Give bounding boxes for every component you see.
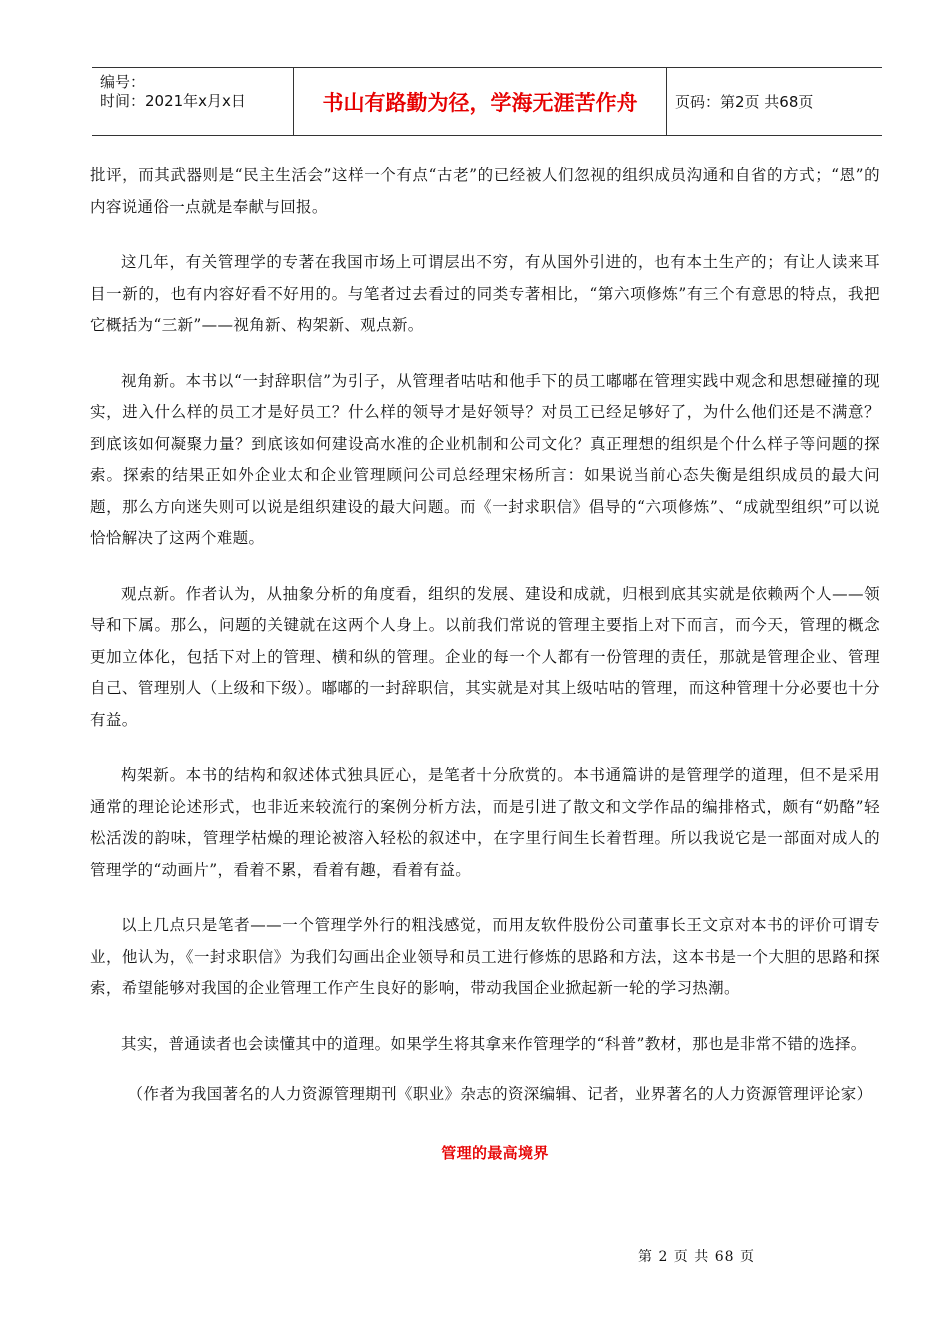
header-number-label: 编号： — [100, 73, 146, 91]
paragraph-viewpoint: 观点新。作者认为，从抽象分析的角度看，组织的发展、建设和成就，归根到底其实就是依赖两个人——领导和下属。那么，问题的关键就在这两个人身上。以前我们常说的管理主要指上对下而言，而今天，管理的概念更加立体化，包括下对上的管理、横和纵的管理。企业的每一个人都有一份管理的责任，那就是管理企业、管理自己、管理别人（上级和下级）。嘟嘟的一封辞职信，其实就是对其上级咕咕的管理，而这种管理十分必要也十分有益。 — [90, 584, 880, 729]
header-time-label: 时间：2021年x月x日 — [100, 92, 246, 110]
paragraph-summary: 以上几点只是笔者——一个管理学外行的粗浅感觉，而用友软件股份公司董事长王文京对本书的评价可谓专业，他认为，《一封求职信》为我们勾画出企业领导和员工进行修炼的思路和方法，这本书是一个大胆的思路和探索，希望能够对我国的企业管理工作产生良好的影响，带动我国企业掀起新一轮的学习热潮。 — [90, 916, 880, 997]
page-footer: 第 2 页 共 68 页 — [638, 1249, 755, 1265]
document-header — [92, 67, 882, 136]
document-body — [90, 160, 880, 1170]
author-byline: （作者为我国著名的人力资源管理期刊《职业》杂志的资深编辑、记者，业界著名的人力资源管理评论家） — [127, 1085, 873, 1103]
section-heading: 管理的最高境界 — [441, 1144, 549, 1162]
paragraph-structure: 构架新。本书的结构和叙述体式独具匠心，是笔者十分欣赏的。本书通篇讲的是管理学的道理，但不是采用通常的理论论述形式，也非近来较流行的案例分析方法，而是引进了散文和文学作品的编排格式，颇有“奶酪”轻松活泼的韵味，管理学枯燥的理论被溶入轻松的叙述中，在字里行间生长着哲理。所以我说它是一部面对成人的管理学的“动画片”，看着不累，看着有趣，看着有益。 — [90, 766, 880, 879]
header-meta — [92, 68, 294, 135]
paragraph-perspective: 视角新。本书以“一封辞职信”为引子，从管理者咕咕和他手下的员工嘟嘟在管理实践中观念和思想碰撞的现实，进入什么样的员工才是好员工？什么样的领导才是好领导？对员工已经足够好了，为什么他们还是不满意？到底该如何凝聚力量？到底该如何建设高水准的企业机制和公司文化？真正理想的组织是个什么样子等问题的探索。探索的结果正如外企业太和企业管理顾问公司总经理宋杨所言：如果说当前心态失衡是组织成员的最大问题，那么方向迷失则可以说是组织建设的最大问题。而《一封求职信》倡导的“六项修炼”、“成就型组织”可以说恰恰解决了这两个难题。 — [90, 371, 880, 547]
paragraph-intro: 这几年，有关管理学的专著在我国市场上可谓层出不穷，有从国外引进的，也有本土生产的；有让人读来耳目一新的，也有内容好看不好用的。与笔者过去看过的同类专著相比，“第六项修炼”有三个有意思的特点，我把它概括为“三新”——视角新、构架新、观点新。 — [90, 253, 880, 334]
paragraph-conclusion: 其实，普通读者也会读懂其中的道理。如果学生将其拿来作管理学的“科普”教材，那也是非常不错的选择。 — [121, 1034, 867, 1053]
header-motto: 书山有路勤为径，学海无涯苦作舟 — [294, 68, 667, 135]
header-page-info: 页码：第2页 共68页 — [675, 93, 814, 111]
paragraph-continuation: 批评，而其武器则是“民主生活会”这样一个有点“古老”的已经被人们忽视的组织成员沟通和自省的方式；“恩”的内容说通俗一点就是奉献与回报。 — [90, 166, 880, 216]
